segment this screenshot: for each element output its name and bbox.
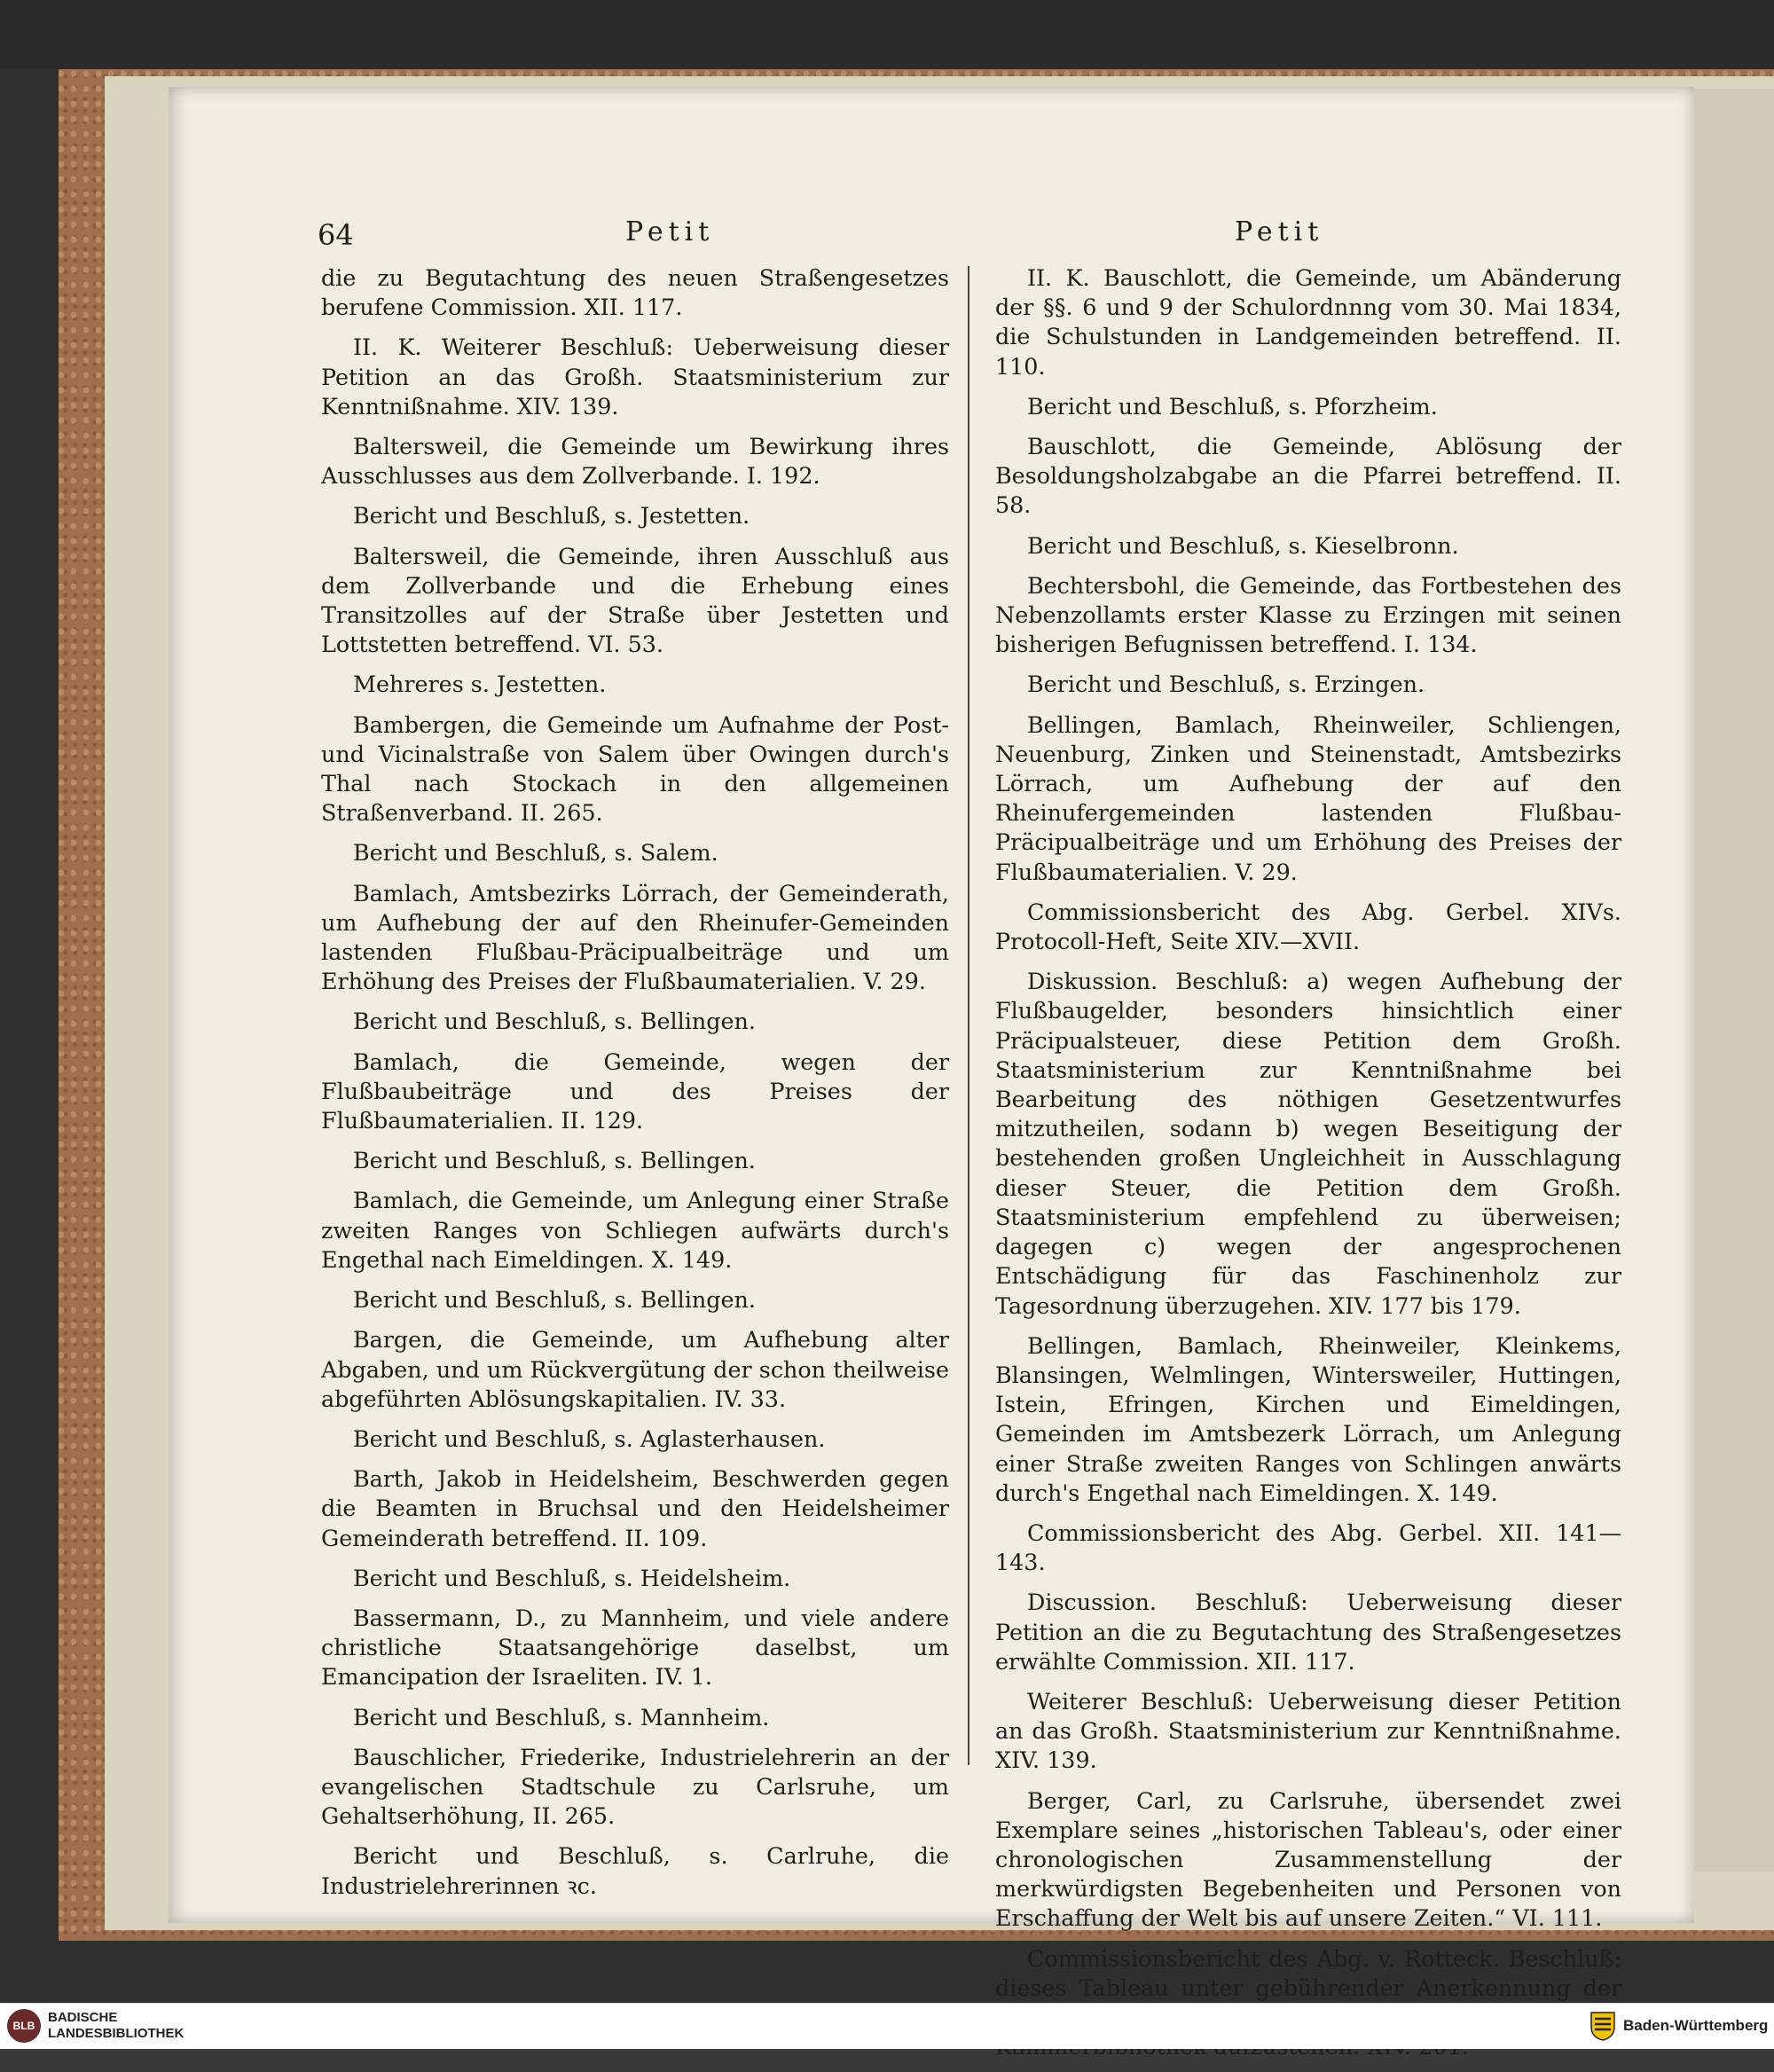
entry: Diskussion. Beschluß: a) wegen Aufhebung der Flußbaugelder, besonders hinsichtlich einer Präcipualsteuer, diese Petition dem Großh. Staatsministerium zur Kenntnißnahme bei Bearbeitung des nöthigen Gesetzentwurfes mitzutheilen, sodann b) wegen Beseitigung der bestehenden großen Ungleichheit in Ausschlagung dieser Steuer, die Petition dem Großh. Staatsministerium empfehlend zu überweisen; dagegen c) wegen der angesprochenen Entschädigung für das Faschinenholz zur Tagesordnung überzugehen. XIV. 177 bis 179. [995,968,1621,1319]
entry: Bericht und Beschluß, s. Jestetten. [353,502,750,530]
entry: II. K. Bauschlott, die Gemeinde, um Abänderung der §§. 6 und 9 der Schulordnnng vom 30. Mai 1834, die Schulstunden in Landgemeinden betreffend. II. 110. [995,264,1621,380]
facing-page-edge [1694,89,1774,1872]
library-name-line1: BADISCHE [48,2010,118,2025]
entry: Baltersweil, die Gemeinde um Bewirkung ihres Ausschlusses aus dem Zollverbande. I. 192. [321,433,949,490]
entry: Commissionsbericht des Abg. Gerbel. XII. 141—143. [995,1519,1621,1576]
column-rule [968,266,969,1765]
entry: Bellingen, Bamlach, Rheinweiler, Schliengen, Neuenburg, Zinken und Steinenstadt, Amtsbezirks Lörrach, um Aufhebung der auf den Rheinufergemeinden lastenden Flußbau-Präcipualbeiträge und um Erhöhung des Preises der Flußbaumaterialien. V. 29. [995,710,1621,885]
left-column [321,263,949,1911]
entry: Commissionsbericht des Abg. Gerbel. XIVs. Protocoll-Heft, Seite XIV.—XVII. [995,898,1621,955]
entry: Bauschlott, die Gemeinde, Ablösung der Besoldungsholzabgabe an die Pfarrei betreffend. II. 58. [995,433,1621,519]
entry: Weiterer Beschluß: Ueberweisung dieser Petition an das Großh. Staatsministerium zur Kenntnißnahme. XIV. 139. [995,1687,1621,1774]
entry: Bericht und Beschluß, s. Bellingen. [353,1147,756,1174]
viewer-footer [0,2003,1774,2049]
running-head-right: Petit [1235,216,1324,247]
state-crest-icon [1590,2011,1616,2041]
entry: Bechtersbohl, die Gemeinde, das Fortbestehen des Nebenzollamts erster Klasse zu Erzingen mit seinen bisherigen Befugnissen betreffend. I. 134. [995,571,1621,658]
entry: Bellingen, Bamlach, Rheinweiler, Kleinkems, Blansingen, Welmlingen, Wintersweiler, Huttingen, Istein, Efringen, Kirchen und Eimeldingen, Gemeinden im Amtsbezerk Lörrach, um Anlegung einer Straße zweiten Ranges von Schlingen anwärts durch's Engethal nach Eimeldingen. X. 149. [995,1331,1621,1506]
entry: Bambergen, die Gemeinde um Aufnahme der Post- und Vicinalstraße von Salem über Owingen durch's Thal nach Stockach in den allgemeinen Straßenverband. II. 265. [321,710,949,827]
page-number: 64 [318,218,354,252]
entry: II. K. Weiterer Beschluß: Ueberweisung dieser Petition an das Großh. Staatsministerium zur Kenntnißnahme. XIV. 139. [321,334,949,420]
entry: Bargen, die Gemeinde, um Aufhebung alter Abgaben, und um Rückvergütung der schon theilweise abgeführten Ablösungskapitalien. IV. 33. [321,1326,949,1412]
entry: Barth, Jakob in Heidelsheim, Beschwerden gegen die Beamten in Bruchsal und den Heidelsheimer Gemeinderath betreffend. II. 109. [321,1465,949,1551]
library-name[interactable] [48,2010,184,2042]
entry: Bericht und Beschluß, s. Mannheim. [353,1703,770,1731]
entry: Mehreres s. Jestetten. [353,671,607,698]
entry: Bericht und Beschluß, s. Pforzheim. [1027,392,1438,420]
entry: Commissionsbericht des Abg. v. Rotteck. Beschluß: dieses Tableau unter gebührender Anerkennung der [995,1944,1621,2001]
entry: Bamlach, die Gemeinde, um Anlegung einer Straße zweiten Ranges von Schliegen aufwärts durch's Engethal nach Eimeldingen. X. 149. [321,1187,949,1273]
entry: Bamlach, die Gemeinde, wegen der Flußbaubeiträge und des Preises der Flußbaumaterialien. II. 129. [321,1048,949,1134]
entry: Bericht und Beschluß, s. Bellingen. [353,1008,756,1035]
entry: Baltersweil, die Gemeinde, ihren Ausschluß aus dem Zollverbande und die Erhebung eines Transitzolles auf der Straße über Jestetten und Lottstetten betreffend. VI. 53. [321,542,949,658]
entry: Bericht und Beschluß, s. Kieselbronn. [1027,531,1459,559]
entry: Bericht und Beschluß, s. Aglasterhausen. [353,1424,826,1452]
entry: die zu Begutachtung des neuen Straßengesetzes berufene Commission. XII. 117. [321,264,949,321]
entry: Bamlach, Amtsbezirks Lörrach, der Gemeinderath, um Aufhebung der auf den Rheinufer-Gemeinden lastenden Flußbau-Präcipualbeiträge und um Erhöhung des Preises der Flußbaumaterialien. V. 29. [321,879,949,995]
scan-background [0,0,1774,69]
entry: Discussion. Beschluß: Ueberweisung dieser Petition an die zu Begutachtung des Straßengesetzes erwählte Commission. XII. 117. [995,1589,1621,1675]
entry: Berger, Carl, zu Carlsruhe, übersendet zwei Exemplare seines „historischen Tableau's, oder einer chronologischen Zusammenstellung der merkwürdigsten Begebenheiten und Personen von Erschaffung der Welt bis auf unsere Zeiten.“ VI. 111. [995,1786,1621,1932]
running-head-left: Petit [625,216,715,247]
library-name-line2: LANDESBIBLIOTHEK [48,2026,184,2041]
entry: Bericht und Beschluß, s. Salem. [353,839,718,867]
blb-logo-icon[interactable]: BLB [7,2009,41,2043]
entry: Bauschlicher, Friederike, Industrielehrerin an der evangelischen Stadtschule zu Carlsruhe, um Gehaltserhöhung, II. 265. [321,1743,949,1830]
entry: Bericht und Beschluß, s. Erzingen. [1027,671,1425,698]
entry: Bericht und Beschluß, s. Bellingen. [353,1286,756,1314]
right-column [995,263,1621,2072]
entry: Bericht und Beschluß, s. Heidelsheim. [353,1564,791,1591]
entry: Bassermann, D., zu Mannheim, und viele andere christliche Staatsangehörige daselbst, um Emancipation der Israeliten. IV. 1. [321,1604,949,1691]
state-name[interactable]: Baden-Württemberg [1623,2017,1769,2034]
entry: Bericht und Beschluß, s. Carlruhe, die Industrielehrerinnen ꝛc. [321,1842,949,1899]
